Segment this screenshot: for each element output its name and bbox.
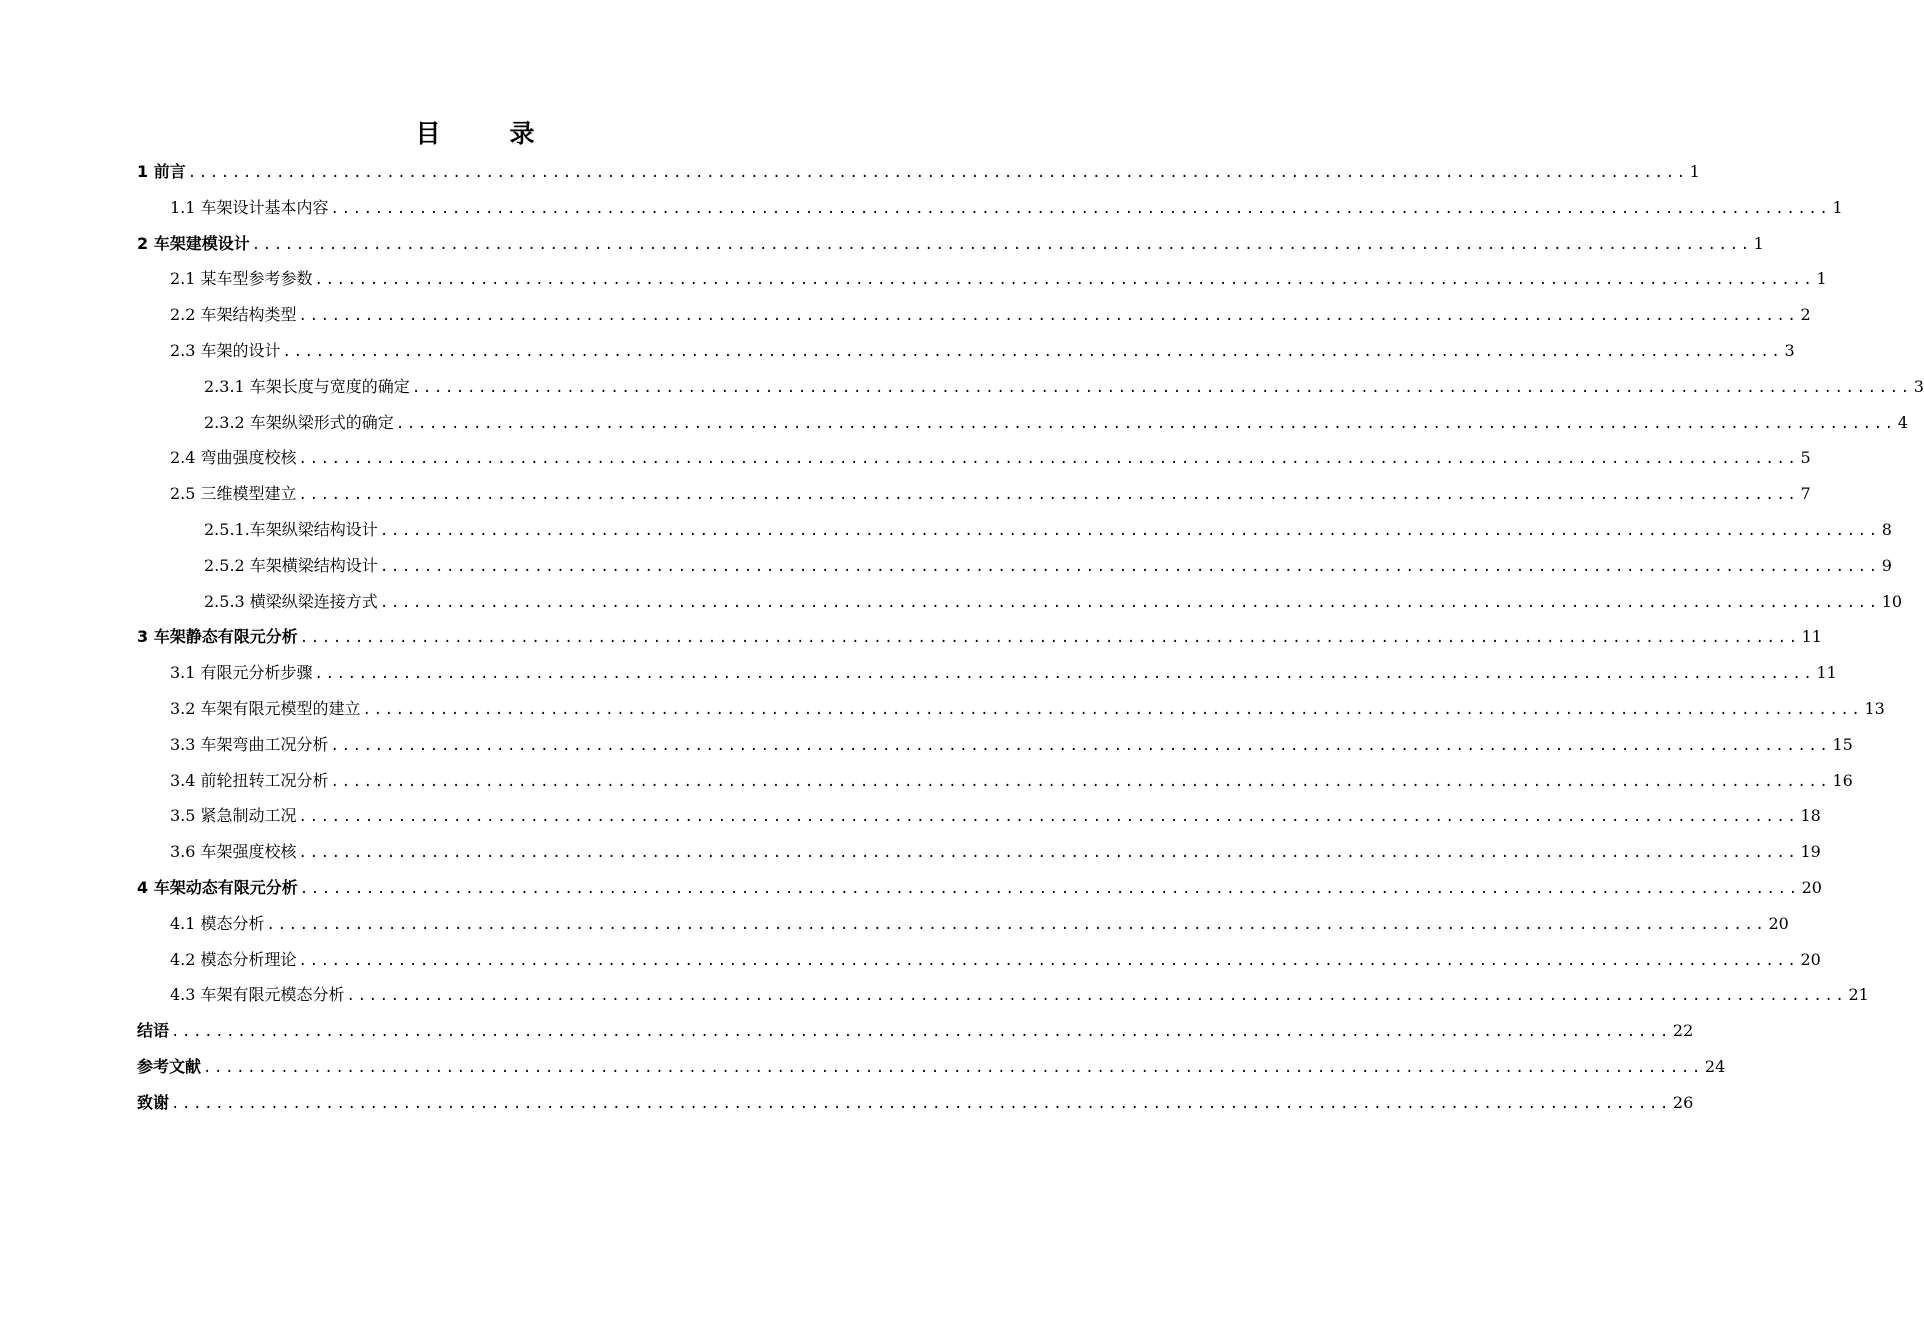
toc-entry-label: 致谢	[137, 1092, 170, 1112]
toc-page-number: 20	[1801, 877, 1822, 897]
toc-leader-dots: ........................................................................................................................................	[171, 1095, 1671, 1112]
toc-entry-label: 4.3 车架有限元模态分析	[170, 985, 345, 1005]
toc-page-number: 16	[1832, 770, 1853, 790]
toc-leader-dots: ........................................................................................................................................	[379, 522, 1880, 539]
toc-page-number: 2	[1800, 305, 1811, 325]
toc-page-number: 11	[1801, 627, 1822, 647]
toc-page-number: 24	[1704, 1056, 1726, 1076]
toc-leader-dots: ........................................................................................................................................	[411, 379, 1912, 396]
toc-entry[interactable]	[137, 405, 1908, 441]
toc-entry[interactable]	[137, 476, 1811, 512]
toc-leader-dots: ........................................................................................................................................	[314, 666, 1815, 683]
toc-page-number: 10	[1881, 591, 1903, 611]
toc-page-number: 8	[1881, 519, 1892, 539]
toc-page-number: 1	[1816, 269, 1827, 289]
toc-entry-label: 2.3.2 车架纵梁形式的确定	[204, 412, 394, 432]
toc-leader-dots: ........................................................................................................................................	[379, 558, 1880, 575]
toc-page-number: 19	[1800, 842, 1821, 862]
toc-entry-label: 2.5.2 车架横梁结构设计	[204, 555, 378, 575]
toc-entry-label: 2.2 车架结构类型	[170, 305, 297, 325]
toc-page-number: 20	[1768, 913, 1789, 933]
toc-entry-label: 1 前言	[137, 162, 186, 181]
toc-page-number: 9	[1881, 555, 1892, 575]
toc-entry[interactable]	[137, 190, 1843, 226]
toc-leader-dots: ........................................................................................................................................	[251, 236, 1752, 253]
toc-page-number: 3	[1913, 376, 1924, 396]
toc-leader-dots: ........................................................................................................................................	[298, 308, 1799, 325]
toc-leader-dots: ........................................................................................................................................	[379, 594, 1880, 611]
toc-page-number: 3	[1784, 340, 1795, 360]
toc-entry-label: 4.1 模态分析	[170, 913, 265, 933]
toc-page-number: 1	[1689, 162, 1700, 181]
toc-page-number: 11	[1816, 663, 1837, 683]
toc-page-number: 15	[1832, 734, 1853, 754]
toc-entry[interactable]	[137, 1013, 1694, 1049]
toc-leader-dots: ........................................................................................................................................	[362, 701, 1863, 718]
toc-leader-dots: ........................................................................................................................................	[203, 1059, 1703, 1076]
toc-entry[interactable]	[137, 261, 1827, 297]
toc-page-number: 20	[1800, 949, 1821, 969]
toc-entry[interactable]	[137, 369, 1924, 405]
toc-entry-label: 3.3 车架弯曲工况分析	[170, 734, 329, 754]
toc-entry[interactable]	[137, 906, 1789, 942]
toc-leader-dots: ........................................................................................................................................	[298, 451, 1799, 468]
toc-leader-dots: ........................................................................................................................................	[298, 845, 1799, 862]
toc-leader-dots: ........................................................................................................................................	[187, 165, 1688, 181]
toc-entry-label: 3.1 有限元分析步骤	[170, 663, 313, 683]
toc-entry-label: 2.3.1 车架长度与宽度的确定	[204, 376, 410, 396]
toc-leader-dots: ........................................................................................................................................	[299, 880, 1800, 897]
toc-entry-label: 3.5 紧急制动工况	[170, 806, 297, 826]
toc-entry[interactable]	[137, 1085, 1694, 1121]
toc-leader-dots: ........................................................................................................................................	[298, 809, 1799, 826]
toc-page-number: 7	[1800, 484, 1811, 504]
toc-leader-dots: ........................................................................................................................................	[346, 988, 1847, 1005]
toc-entry[interactable]	[137, 297, 1811, 333]
toc-entry-label: 3 车架静态有限元分析	[137, 627, 298, 647]
toc-entry[interactable]	[137, 584, 1903, 620]
toc-page-number: 4	[1897, 412, 1908, 432]
toc-entry-label: 1.1 车架设计基本内容	[170, 197, 329, 217]
toc-page-number: 18	[1800, 806, 1821, 826]
toc-leader-dots: ........................................................................................................................................	[266, 916, 1767, 933]
toc-entry-label: 2 车架建模设计	[137, 233, 250, 253]
toc-entry-label: 2.1 某车型参考参数	[170, 269, 313, 289]
toc-page-number: 13	[1864, 698, 1885, 718]
page-title: 目 录	[415, 119, 557, 148]
toc-entry[interactable]	[137, 619, 1822, 655]
toc-page-number: 5	[1800, 448, 1811, 468]
toc-entry[interactable]	[137, 1049, 1726, 1085]
toc-entry[interactable]	[137, 942, 1821, 978]
toc-entry[interactable]	[137, 440, 1811, 476]
toc-entry[interactable]	[137, 977, 1869, 1013]
toc-leader-dots: ........................................................................................................................................	[330, 200, 1831, 217]
toc-entry[interactable]	[137, 727, 1853, 763]
toc-leader-dots: ........................................................................................................................................	[299, 630, 1800, 647]
toc-entry[interactable]	[137, 226, 1764, 262]
toc-leader-dots: ........................................................................................................................................	[282, 343, 1783, 360]
toc-entry-label: 参考文献	[137, 1056, 202, 1076]
toc-entry[interactable]	[137, 763, 1853, 799]
toc-entry-label: 3.4 前轮扭转工况分析	[170, 770, 329, 790]
toc-entry[interactable]	[137, 798, 1821, 834]
toc-entry[interactable]	[137, 548, 1892, 584]
toc-page-number: 1	[1832, 197, 1843, 217]
toc-entry-label: 结语	[137, 1021, 170, 1041]
toc-entry[interactable]	[137, 691, 1885, 727]
table-of-contents	[137, 154, 1924, 1121]
toc-leader-dots: ........................................................................................................................................	[298, 487, 1799, 504]
toc-entry-label: 2.5.1.车架纵梁结构设计	[204, 519, 378, 539]
toc-leader-dots: ........................................................................................................................................	[298, 952, 1799, 969]
toc-entry-label: 3.2 车架有限元模型的建立	[170, 698, 361, 718]
toc-entry-label: 2.4 弯曲强度校核	[170, 448, 297, 468]
toc-entry-label: 2.3 车架的设计	[170, 340, 281, 360]
toc-entry[interactable]	[137, 870, 1822, 906]
toc-leader-dots: ........................................................................................................................................	[330, 773, 1831, 790]
toc-page-number: 21	[1848, 985, 1869, 1005]
toc-page-number: 22	[1672, 1021, 1694, 1041]
toc-page-number: 26	[1672, 1092, 1694, 1112]
toc-entry-label: 2.5.3 横梁纵梁连接方式	[204, 591, 378, 611]
toc-leader-dots: ........................................................................................................................................	[314, 272, 1815, 289]
toc-entry-label: 2.5 三维模型建立	[170, 484, 297, 504]
toc-page-number: 1	[1753, 233, 1764, 253]
toc-leader-dots: ........................................................................................................................................	[395, 415, 1896, 432]
toc-entry-label: 4.2 模态分析理论	[170, 949, 297, 969]
toc-entry-label: 4 车架动态有限元分析	[137, 877, 298, 897]
toc-entry[interactable]	[137, 655, 1837, 691]
toc-entry[interactable]	[137, 834, 1821, 870]
toc-entry[interactable]	[137, 512, 1892, 548]
toc-entry-label: 3.6 车架强度校核	[170, 842, 297, 862]
toc-leader-dots: ........................................................................................................................................	[171, 1024, 1671, 1041]
toc-entry[interactable]	[137, 154, 1700, 190]
toc-leader-dots: ........................................................................................................................................	[330, 737, 1831, 754]
toc-entry[interactable]	[137, 333, 1795, 369]
